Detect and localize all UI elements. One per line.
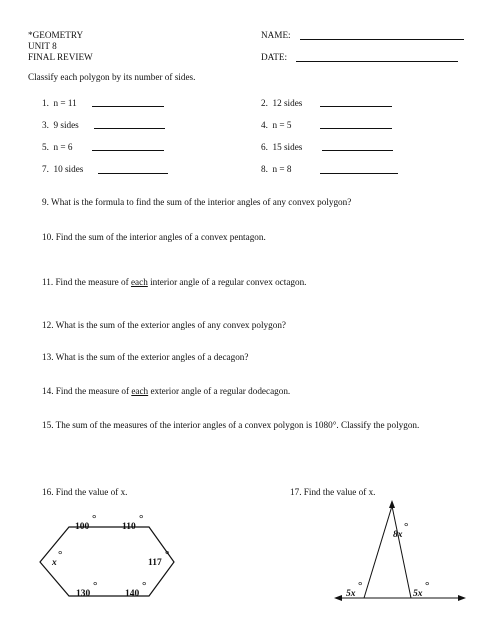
item-6: 6. 15 sides xyxy=(261,142,303,152)
arrow-right-icon xyxy=(458,595,466,601)
question-15: 15. The sum of the measures of the interior angles of a convex polygon is 1080°. Classify the polygon. xyxy=(42,420,420,430)
tri-deg-right: ° xyxy=(425,580,430,592)
hex-deg-bottom-right: ° xyxy=(142,580,147,592)
course-title: *GEOMETRY xyxy=(28,30,84,40)
hex-angle-left: x xyxy=(52,558,57,568)
instructions: Classify each polygon by its number of sides. xyxy=(28,72,196,82)
name-label: NAME: xyxy=(261,30,291,40)
question-16: 16. Find the value of x. xyxy=(42,487,128,497)
question-14: 14. Find the measure of each exterior angle of a regular dodecagon. xyxy=(42,386,291,396)
hex-angle-right: 117 xyxy=(148,558,162,568)
date-label: DATE: xyxy=(261,52,288,62)
hex-deg-top-right: ° xyxy=(139,513,144,525)
hex-angle-bottom-left: 130 xyxy=(76,589,91,599)
tri-angle-top: 8x xyxy=(393,530,403,540)
tri-angle-left: 5x xyxy=(346,589,356,599)
hex-deg-left: ° xyxy=(58,549,63,561)
hex-deg-bottom-left: ° xyxy=(93,580,98,592)
hex-angle-top-right: 110 xyxy=(122,522,136,532)
question-13: 13. What is the sum of the exterior angles of a decagon? xyxy=(42,352,249,362)
item-3: 3. 9 sides xyxy=(42,120,79,130)
item-5: 5. n = 6 xyxy=(42,142,73,152)
item-8: 8. n = 8 xyxy=(261,164,292,174)
question-12: 12. What is the sum of the exterior angles of any convex polygon? xyxy=(42,320,287,330)
unit-label: UNIT 8 xyxy=(28,41,57,51)
item-1: 1. n = 11 xyxy=(42,98,77,108)
tri-angle-right: 5x xyxy=(413,589,423,599)
item-4: 4. n = 5 xyxy=(261,120,292,130)
item-7: 7. 10 sides xyxy=(42,164,84,174)
hex-deg-top-left: ° xyxy=(92,513,97,525)
tri-deg-top: ° xyxy=(404,521,409,533)
triangle-right-side xyxy=(392,506,411,598)
hex-angle-bottom-right: 140 xyxy=(125,589,140,599)
question-17: 17. Find the value of x. xyxy=(290,487,376,497)
hex-angle-top-left: 100 xyxy=(75,522,90,532)
hex-deg-right: ° xyxy=(165,549,170,561)
review-label: FINAL REVIEW xyxy=(28,52,93,62)
question-11: 11. Find the measure of each interior angle of a regular convex octagon. xyxy=(42,277,307,287)
item-2: 2. 12 sides xyxy=(261,98,303,108)
question-9: 9. What is the formula to find the sum of the interior angles of any convex polygon? xyxy=(42,197,352,207)
tri-deg-left: ° xyxy=(358,580,363,592)
arrow-left-icon xyxy=(334,595,342,601)
question-10: 10. Find the sum of the interior angles of a convex pentagon. xyxy=(42,232,266,242)
triangle-left-side xyxy=(364,506,392,598)
